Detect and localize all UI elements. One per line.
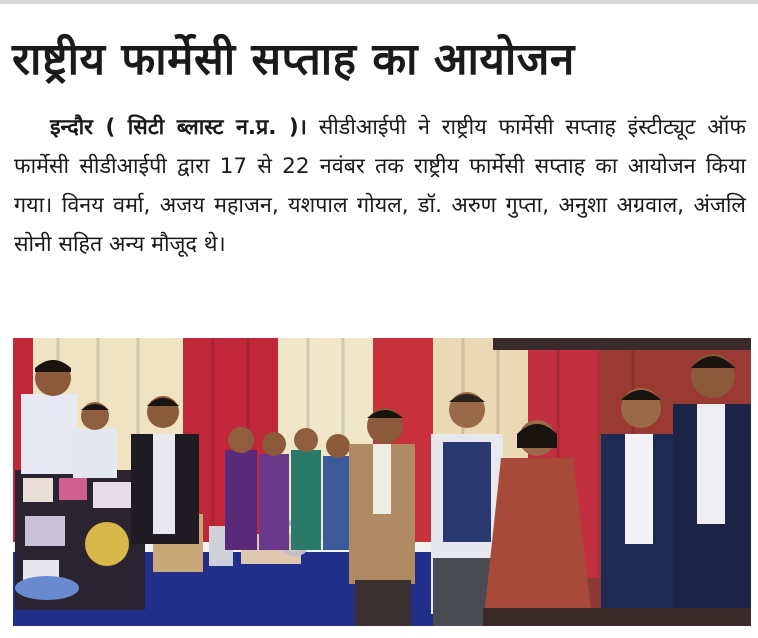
floor — [483, 608, 751, 626]
event-photo — [13, 338, 751, 626]
exhibit-plate — [15, 576, 79, 600]
article-body-text: सीडीआईपी ने राष्ट्रीय फार्मेसी सप्ताह इंस्टीट्यूट ऑफ फार्मेसी सीडीआईपी द्वारा 17 से 22 नवंबर तक राष्ट्रीय फार्मेसी सप्ताह का आयोजन किया गया। विनय वर्मा, अजय महाजन, यशपाल गोयल, डॉ. अरुण गुप्ता, अनुशा अग्रवाल, अंजलि सोनी सहित अन्य मौजूद थे। — [14, 115, 746, 257]
poster-card — [59, 478, 87, 500]
poster-card — [93, 482, 133, 508]
poster-card — [23, 478, 53, 502]
event-photo-illustration — [13, 338, 751, 626]
article-headline: राष्ट्रीय फार्मेसी सप्ताह का आयोजन — [12, 34, 575, 85]
article-body — [14, 108, 746, 264]
poster-card — [25, 516, 65, 546]
ceiling-strip — [493, 338, 751, 350]
poster-circle-emblem — [85, 522, 129, 566]
article-dateline: इन्दौर ( सिटी ब्लास्ट न.प्र. )। — [50, 115, 307, 140]
page-top-rule — [0, 0, 758, 4]
